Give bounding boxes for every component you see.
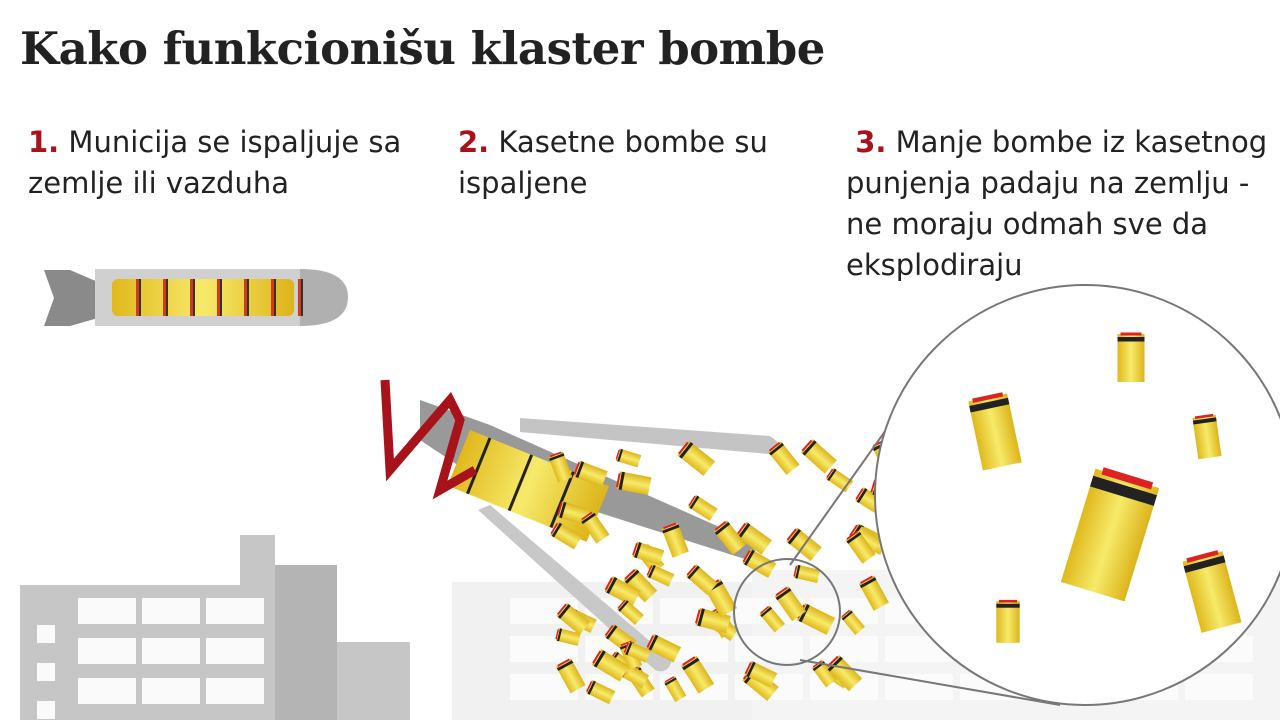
step-number: 1. [28, 125, 60, 159]
step-text: Manje bombe iz kasetnog punjenja padaju na zemlju - ne moraju odmah sve da eksplodiraju [846, 125, 1268, 282]
step-text: Kasetne bombe su ispaljene [458, 125, 768, 200]
bomblet [800, 438, 837, 473]
step-3 [846, 122, 1276, 286]
bomblet [615, 448, 641, 467]
step-number: 3. [855, 125, 887, 159]
bomblet [996, 600, 1019, 643]
bomblet [785, 527, 821, 561]
step-1 [28, 122, 428, 204]
step-number: 2. [458, 125, 490, 159]
page-title: Kako funkcionišu klaster bombe [20, 22, 825, 75]
building-left [20, 535, 410, 720]
step-2 [458, 122, 828, 204]
cluster-bomb-intact [44, 269, 348, 326]
bomblet [1118, 333, 1145, 383]
bomblet [825, 467, 853, 492]
step-text: Municija se ispaljuje sa zemlje ili vazduha [28, 125, 402, 200]
